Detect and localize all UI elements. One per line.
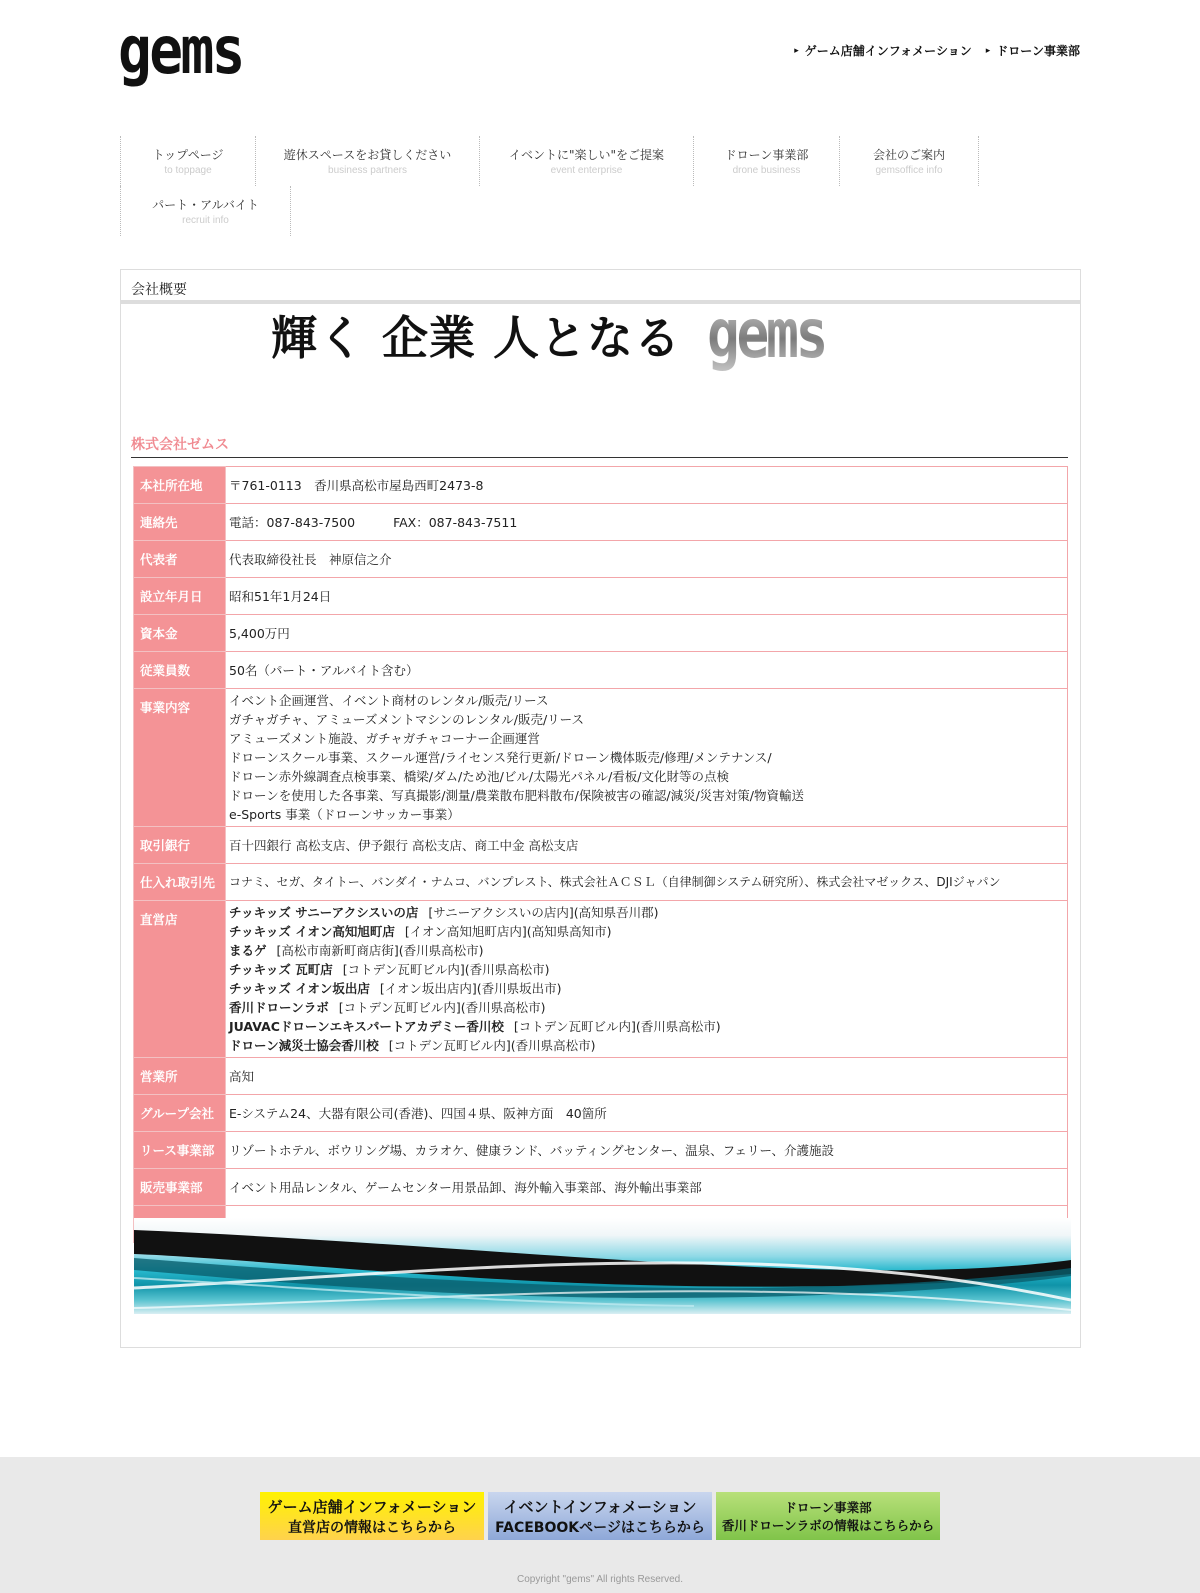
- row-value: 〒761-0113 香川県高松市屋島西町2473-8: [226, 467, 1068, 504]
- business-line: イベント企画運営、イベント商材のレンタル/販売/リース: [229, 693, 549, 708]
- game-store-info-label: ゲーム店舗インフォメーション: [804, 44, 972, 58]
- banner-subtitle: FACEBOOKページはこちらから: [495, 1519, 705, 1536]
- nav-label: 遊休スペースをお貸しください: [283, 148, 452, 162]
- row-value: 百十四銀行 高松支店、伊予銀行 高松支店、商工中金 高松支店: [226, 827, 1068, 864]
- business-line: ドローンスクール事業、スクール運営/ライセンス発行更新/ドローン機体販売/修理/メンテナンス/: [229, 750, 772, 765]
- game-store-info-link[interactable]: [794, 42, 971, 59]
- store-name: 香川ドローンラボ: [229, 1000, 329, 1015]
- row-value: 5,400万円: [226, 615, 1068, 652]
- row-label: 取引銀行: [134, 827, 226, 864]
- nav-sublabel: recruit info: [182, 215, 229, 226]
- store-name: まるゲ: [229, 943, 267, 958]
- drone-division-link[interactable]: [986, 42, 1080, 59]
- row-value: [226, 689, 1068, 827]
- store-item: [229, 903, 1064, 922]
- banner-title: イベントインフォメーション: [503, 1497, 697, 1516]
- row-value: リゾートホテル、ボウリング場、カラオケ、健康ランド、バッティングセンター、温泉、フェリー、介護施設: [226, 1132, 1068, 1169]
- store-location: [コトデン瓦町ビル内](香川県高松市): [342, 962, 550, 977]
- nav-drone-business[interactable]: [693, 136, 840, 186]
- table-row: [134, 504, 1068, 541]
- row-label: 代表者: [134, 541, 226, 578]
- table-row: [134, 827, 1068, 864]
- row-label: 販売事業部: [134, 1169, 226, 1206]
- table-row: [134, 615, 1068, 652]
- site-header: [0, 0, 1200, 130]
- wave-graphic: [134, 1218, 1071, 1314]
- store-location: [高松市南新町商店街](香川県高松市): [276, 943, 484, 958]
- store-item: [229, 941, 1064, 960]
- company-overview-panel: [120, 269, 1081, 1348]
- store-item: [229, 979, 1064, 998]
- table-row: [134, 578, 1068, 615]
- nav-label: パート・アルバイト: [152, 198, 259, 212]
- game-store-info-banner[interactable]: [260, 1492, 484, 1540]
- nav-sublabel: event enterprise: [550, 165, 623, 176]
- top-links: [794, 42, 1080, 59]
- row-label: 仕入れ取引先: [134, 864, 226, 901]
- nav-event-enterprise[interactable]: [479, 136, 694, 186]
- nav-sublabel: to toppage: [164, 165, 212, 176]
- banner-title: ゲーム店舗インフォメーション: [267, 1497, 477, 1516]
- nav-label: トップページ: [152, 148, 224, 162]
- store-location: [サニーアクシスいの店内](高知県吾川郡): [428, 905, 659, 920]
- store-location: [コトデン瓦町ビル内](香川県高松市): [513, 1019, 721, 1034]
- table-row: [134, 689, 1068, 827]
- site-footer: [0, 1457, 1200, 1593]
- company-info-table: [133, 466, 1068, 1243]
- store-name: JUAVACドローンエキスパートアカデミー香川校: [229, 1019, 504, 1034]
- row-label: 事業内容: [134, 689, 226, 827]
- slogan-banner: [271, 295, 855, 374]
- store-item: [229, 1036, 1064, 1055]
- business-line: アミューズメント施設、ガチャガチャコーナー企画運営: [229, 731, 540, 746]
- store-name: ドローン減災士協会香川校: [229, 1038, 379, 1053]
- event-info-facebook-banner[interactable]: [488, 1492, 712, 1540]
- panel-title: 会社概要: [121, 270, 1080, 304]
- footer-banners: [260, 1492, 940, 1540]
- drone-division-banner[interactable]: [716, 1492, 940, 1540]
- row-label: 連絡先: [134, 504, 226, 541]
- row-label: 本社所在地: [134, 467, 226, 504]
- table-row: [134, 1169, 1068, 1206]
- store-name: チッキッズ イオン坂出店: [229, 981, 370, 996]
- row-label: グループ会社: [134, 1095, 226, 1132]
- store-name: チッキッズ イオン高知旭町店: [229, 924, 395, 939]
- store-location: [イオン坂出店内](香川県坂出市): [379, 981, 562, 996]
- row-value: [226, 901, 1068, 1058]
- table-row: [134, 541, 1068, 578]
- store-item: [229, 960, 1064, 979]
- table-row: [134, 1058, 1068, 1095]
- row-label: 営業所: [134, 1058, 226, 1095]
- copyright: Copyright "gems" All rights Reserved.: [516, 1574, 684, 1585]
- row-value: 代表取締役社長 神原信之介: [226, 541, 1068, 578]
- row-label: リース事業部: [134, 1132, 226, 1169]
- row-label: 資本金: [134, 615, 226, 652]
- store-item: [229, 998, 1064, 1017]
- store-item: [229, 1017, 1064, 1036]
- slogan-text: 輝く 企業 人となる: [271, 310, 682, 365]
- row-value: 高知: [226, 1058, 1068, 1095]
- nav-sublabel: business partners: [328, 165, 407, 176]
- company-name-heading: 株式会社ゼムス: [131, 434, 1068, 458]
- nav-label: イベントに"楽しい"をご提案: [508, 148, 665, 162]
- business-line: e-Sports 事業（ドローンサッカー事業）: [229, 807, 460, 822]
- row-label: 直営店: [134, 901, 226, 1058]
- store-name: チッキッズ 瓦町店: [229, 962, 333, 977]
- banner-title: ドローン事業部: [784, 1500, 872, 1515]
- row-value: 50名（パート・アルバイト含む）: [226, 652, 1068, 689]
- business-line: ガチャガチャ、アミューズメントマシンのレンタル/販売/リース: [229, 712, 585, 727]
- row-value: イベント用品レンタル、ゲームセンター用景品卸、海外輸入事業部、海外輸出事業部: [226, 1169, 1068, 1206]
- nav-company-info[interactable]: [839, 136, 979, 186]
- table-row: [134, 1095, 1068, 1132]
- nav-sublabel: drone business: [732, 165, 801, 176]
- global-nav: [120, 136, 1080, 236]
- table-row: [134, 1132, 1068, 1169]
- nav-business-partners[interactable]: [255, 136, 480, 186]
- table-row: [134, 652, 1068, 689]
- table-row: [134, 467, 1068, 504]
- banner-subtitle: 香川ドローンラボの情報はこちらから: [721, 1518, 935, 1533]
- fax-value: FAX：087-843-7511: [393, 515, 518, 530]
- business-line: ドローンを使用した各事業、写真撮影/測量/農業散布肥料散布/保険被害の確認/減災/災害対策/物資輸送: [229, 788, 805, 803]
- nav-label: 会社のご案内: [872, 148, 945, 162]
- table-row: [134, 864, 1068, 901]
- slogan-logo: gems: [707, 295, 826, 374]
- site-logo[interactable]: gems: [118, 12, 243, 89]
- nav-top-page[interactable]: [120, 136, 256, 186]
- row-label: 設立年月日: [134, 578, 226, 615]
- store-location: [コトデン瓦町ビル内](香川県高松市): [338, 1000, 546, 1015]
- row-value: 昭和51年1月24日: [226, 578, 1068, 615]
- tel-value: 電話：087-843-7500: [229, 515, 356, 530]
- store-location: [コトデン瓦町ビル内](香川県高松市): [388, 1038, 596, 1053]
- store-name: チッキッズ サニーアクシスいの店: [229, 905, 419, 920]
- chevron-right-icon: ▸: [794, 45, 799, 56]
- nav-label: ドローン事業部: [724, 148, 809, 162]
- decorative-wave-banner: [134, 1218, 1071, 1314]
- row-value: [226, 504, 1068, 541]
- store-location: [イオン高知旭町店内](高知県高知市): [404, 924, 612, 939]
- business-line: ドローン赤外線調査点検事業、橋梁/ダム/ため池/ビル/太陽光パネル/看板/文化財等の点検: [229, 769, 730, 784]
- row-value: E-システム24、大器有限公司(香港)、四国４県、阪神方面 40箇所: [226, 1095, 1068, 1132]
- row-value: コナミ、セガ、タイトー、バンダイ・ナムコ、バンプレスト、株式会社ＡＣＳＬ（自律制御システム研究所）、株式会社マゼックス、DJIジャパン: [226, 864, 1068, 901]
- nav-sublabel: gemsoffice info: [875, 165, 943, 176]
- banner-subtitle: 直営店の情報はこちらから: [288, 1519, 456, 1536]
- store-item: [229, 922, 1064, 941]
- table-row: [134, 901, 1068, 1058]
- row-label: 従業員数: [134, 652, 226, 689]
- nav-recruit[interactable]: [120, 186, 291, 236]
- chevron-right-icon: ▸: [985, 45, 991, 56]
- drone-division-label: ドローン事業部: [996, 44, 1080, 58]
